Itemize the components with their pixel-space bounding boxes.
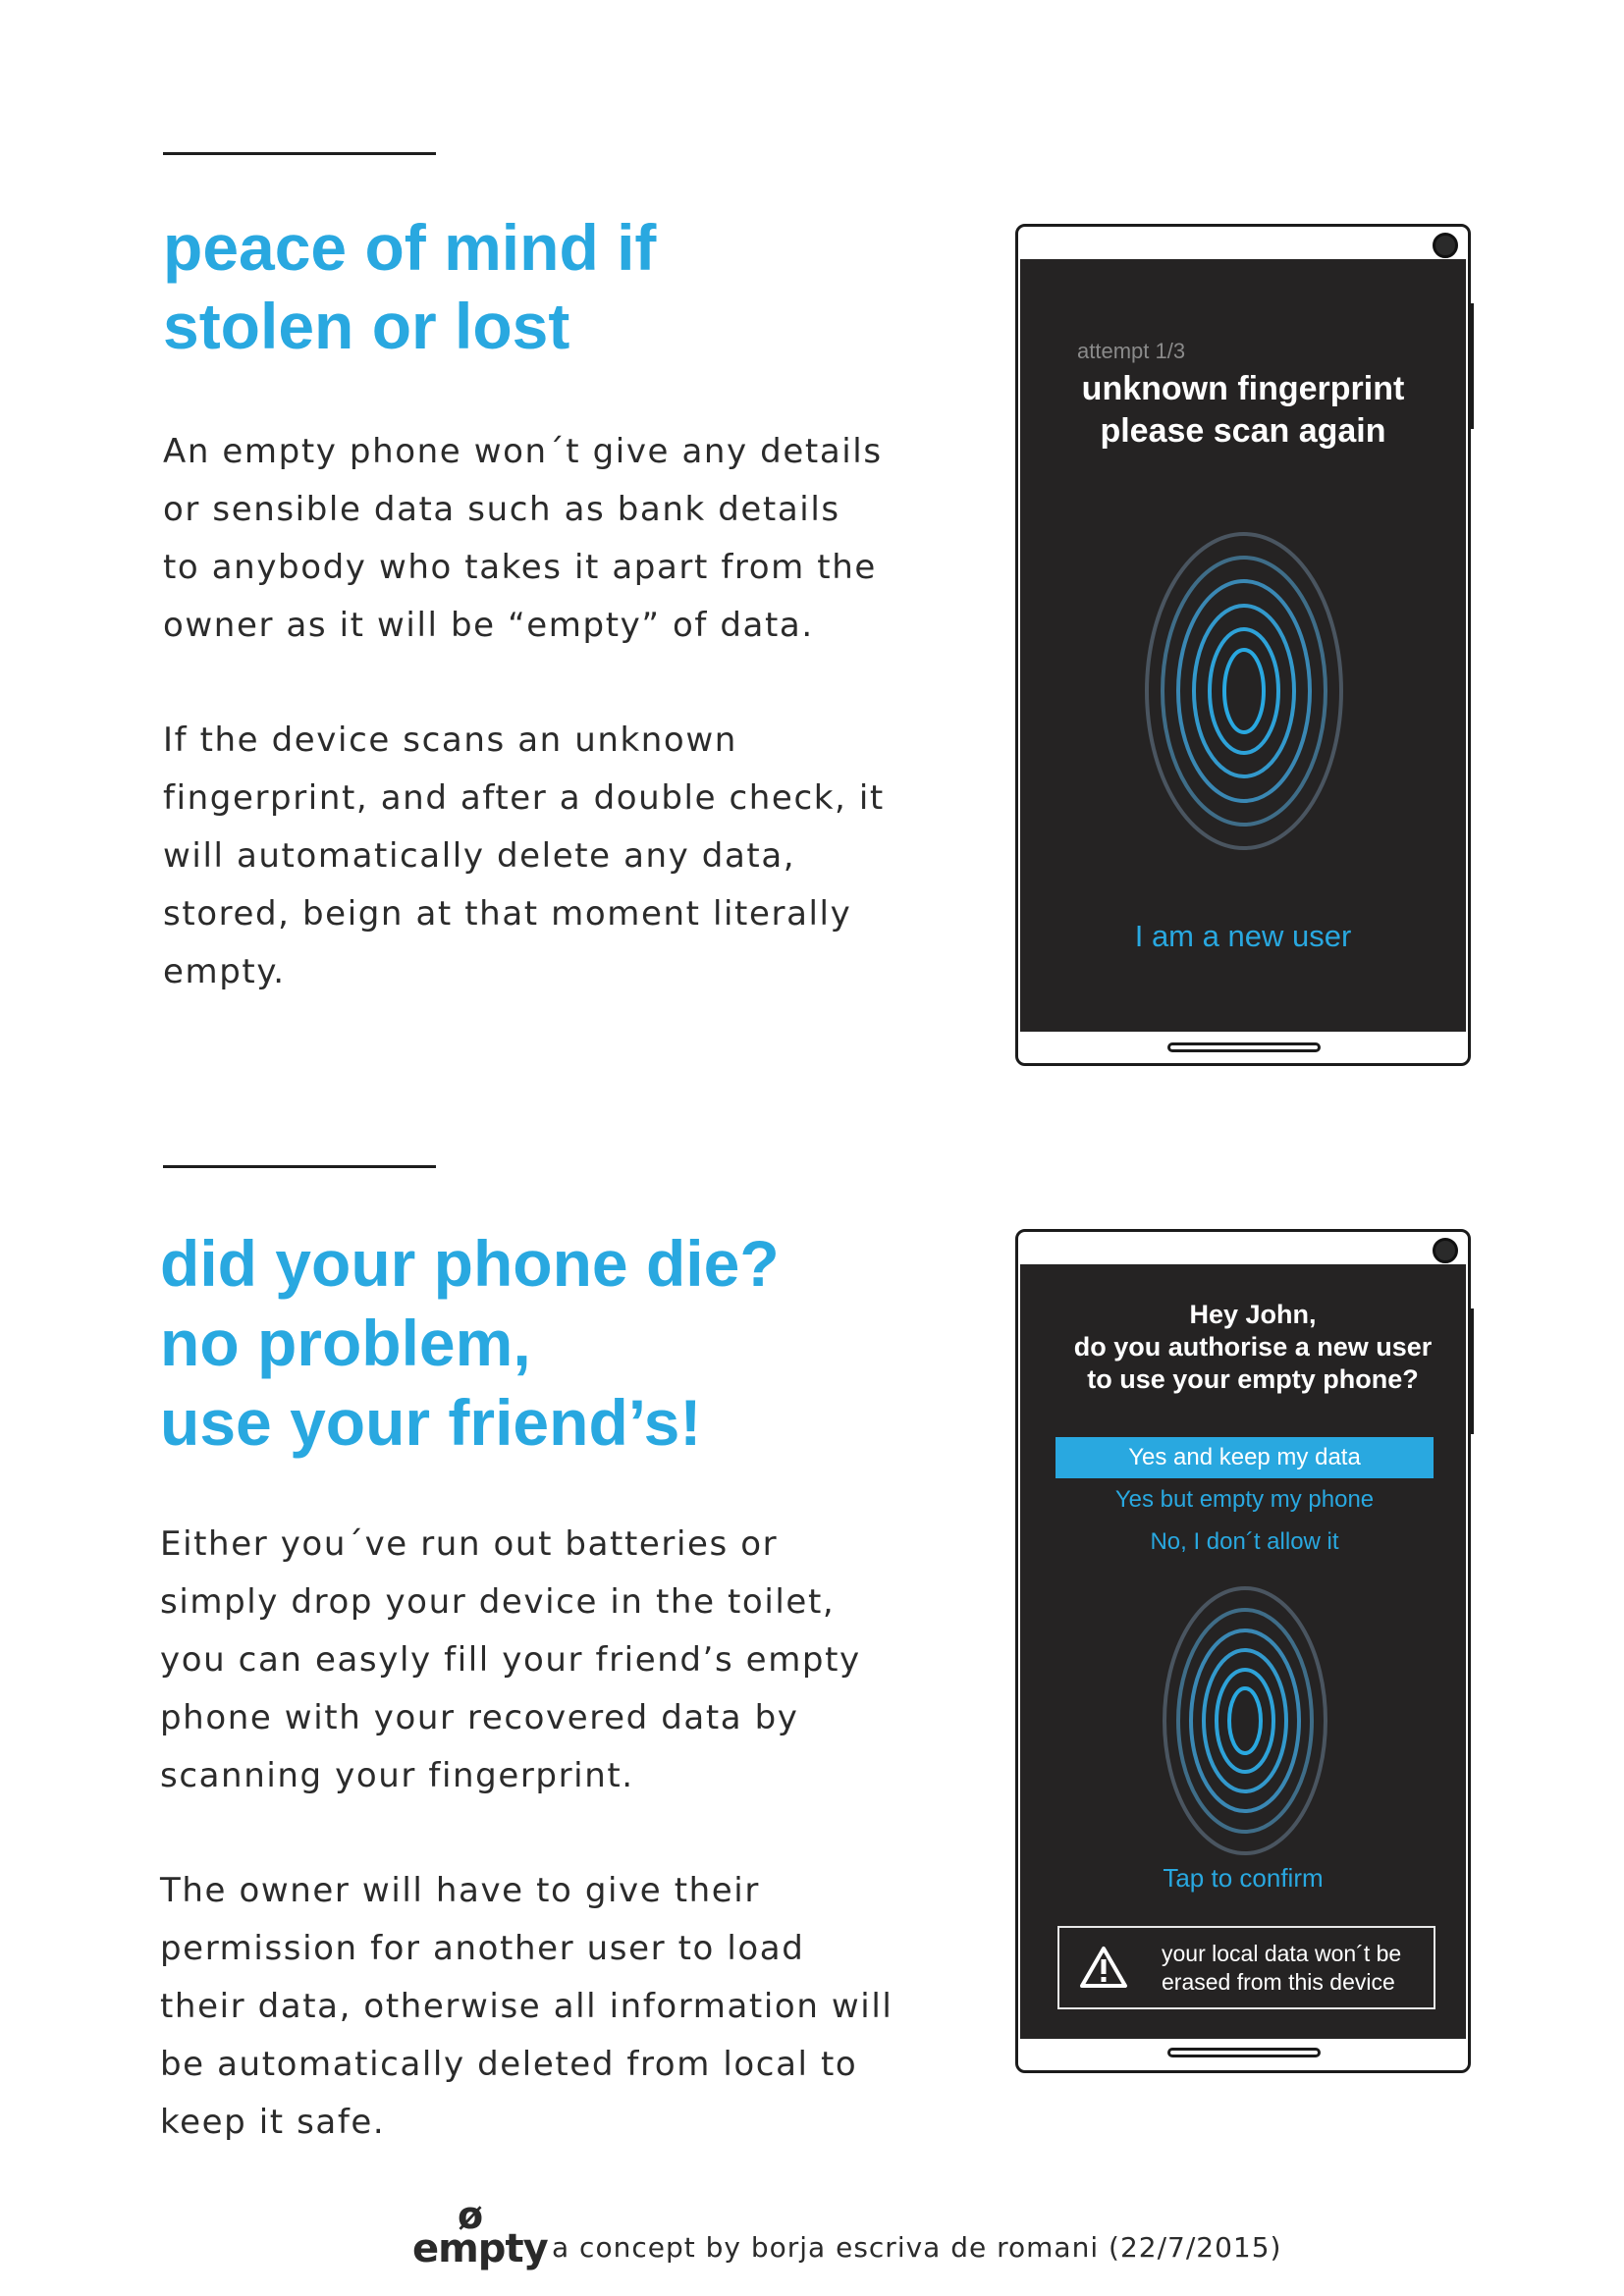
fingerprint-icon[interactable] [1143, 529, 1345, 853]
warning-box [1057, 1926, 1435, 2009]
paragraph-line: If the device scans an unknown [163, 721, 737, 760]
paragraph-line: owner as it will be “empty” of data. [163, 606, 814, 645]
phone-mockup-authorise-user [1015, 1229, 1471, 2073]
warning-text [1162, 1940, 1401, 1997]
option-keep-data[interactable]: Yes and keep my data [1056, 1437, 1434, 1478]
fingerprint-ring [1210, 629, 1278, 753]
camera-icon [1433, 233, 1458, 258]
home-button[interactable] [1167, 2048, 1321, 2057]
paragraph-line: permission for another user to load [160, 1929, 805, 1968]
side-button [1469, 1308, 1474, 1434]
fingerprint-icon[interactable] [1161, 1584, 1329, 1857]
section1-paragraph2 [163, 712, 885, 1001]
paragraph-line: to anybody who takes it apart from the [163, 548, 877, 587]
phone-screen [1020, 1264, 1466, 2039]
paragraph-line: simply drop your device in the toilet, [160, 1582, 836, 1622]
paragraph-line: stored, beign at that moment literally [163, 894, 852, 934]
paragraph-line: empty. [163, 952, 286, 991]
paragraph-line: An empty phone won´t give any details [163, 432, 883, 471]
paragraph-line: will automatically delete any data, [163, 836, 796, 876]
warning-line: erased from this device [1162, 1969, 1395, 1995]
side-button [1469, 303, 1474, 429]
paragraph-line: Either you´ve run out batteries or [160, 1524, 779, 1564]
paragraph-line: fingerprint, and after a double check, it [163, 778, 885, 818]
warning-triangle-icon [1079, 1946, 1128, 1989]
section2-divider [163, 1165, 436, 1168]
footer-credit: a concept by borja escriva de romani (22/7/2015) [552, 2231, 1282, 2264]
paragraph-line: scanning your fingerprint. [160, 1756, 634, 1795]
section2-paragraph1 [160, 1516, 861, 1805]
paragraph-line: The owner will have to give their [160, 1871, 760, 1910]
new-user-link[interactable]: I am a new user [1134, 919, 1352, 953]
fingerprint-ring [1163, 558, 1326, 825]
paragraph-line: their data, otherwise all information will [160, 1987, 893, 2026]
paragraph-line: be automatically deleted from local to [160, 2045, 858, 2084]
fingerprint-ring [1178, 1610, 1312, 1832]
authorise-question [1040, 1299, 1466, 1396]
section1-heading [163, 208, 656, 365]
tap-to-confirm[interactable]: Tap to confirm [1163, 1863, 1324, 1893]
question-line: do you authorise a new user [1073, 1332, 1433, 1362]
fingerprint-ring [1191, 1630, 1299, 1811]
home-button[interactable] [1167, 1042, 1321, 1052]
empty-logo-word: empty [412, 2226, 548, 2271]
option-empty-phone[interactable]: Yes but empty my phone [1114, 1486, 1375, 1513]
section2-heading-line: use your friend’s! [160, 1386, 702, 1459]
section1-heading-line: stolen or lost [163, 290, 570, 362]
unknown-fingerprint-message [1020, 368, 1466, 453]
question-line: Hey John, [1189, 1300, 1317, 1329]
section2-paragraph2 [160, 1862, 893, 2152]
fingerprint-ring [1224, 650, 1264, 732]
paragraph-line: keep it safe. [160, 2103, 386, 2142]
phone-mockup-unknown-fingerprint [1015, 224, 1471, 1066]
section2-heading [160, 1224, 780, 1463]
fingerprint-ring [1229, 1688, 1261, 1753]
option-disallow[interactable]: No, I don´t allow it [1150, 1528, 1339, 1555]
question-line: to use your empty phone? [1087, 1364, 1419, 1394]
attempt-counter: attempt 1/3 [1077, 339, 1186, 363]
message-line: please scan again [1100, 412, 1386, 450]
fingerprint-ring [1217, 1670, 1273, 1772]
section1-divider [163, 152, 436, 155]
fingerprint-ring [1178, 581, 1310, 801]
phone-screen [1020, 259, 1466, 1032]
section1-heading-line: peace of mind if [163, 211, 657, 284]
camera-icon [1433, 1238, 1458, 1263]
section1-paragraph1 [163, 423, 883, 655]
warning-line: your local data won´t be [1162, 1941, 1402, 1966]
paragraph-line: or sensible data such as bank details [163, 490, 840, 529]
empty-logo-symbol: ø [458, 2194, 484, 2237]
message-line: unknown fingerprint [1081, 370, 1405, 407]
fingerprint-ring [1164, 1588, 1326, 1853]
section2-heading-line: no problem, [160, 1307, 531, 1379]
section2-heading-line: did your phone die? [160, 1227, 780, 1300]
paragraph-line: phone with your recovered data by [160, 1698, 799, 1737]
paragraph-line: you can easyly fill your friend’s empty [160, 1640, 861, 1680]
